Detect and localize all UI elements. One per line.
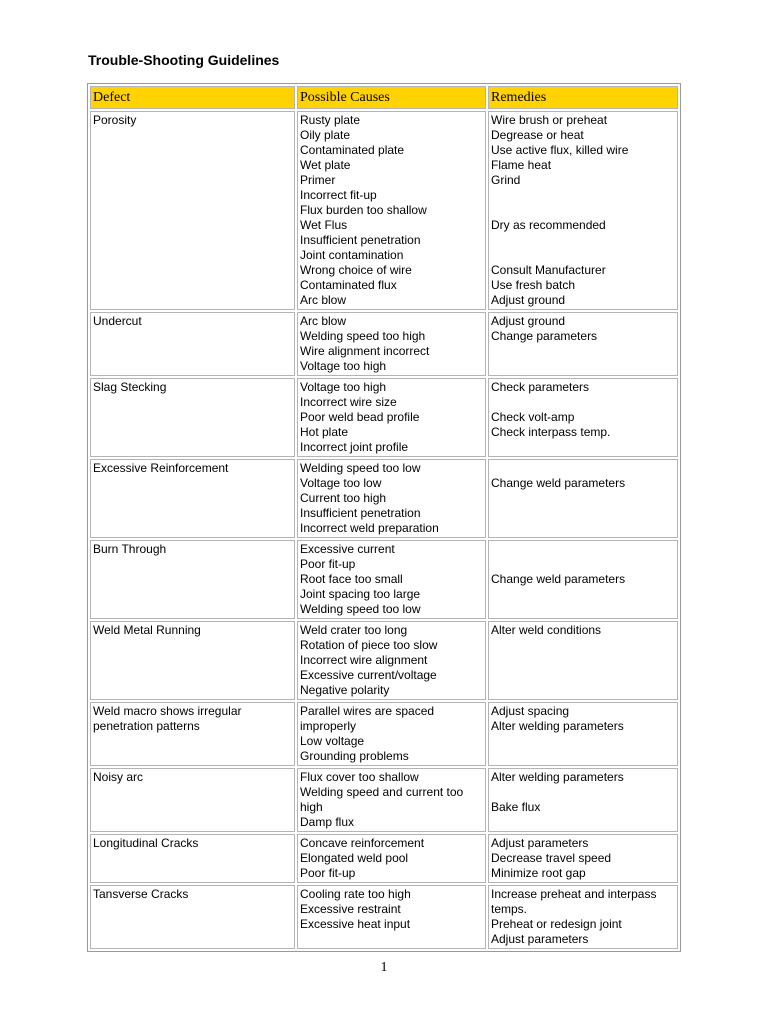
cell-line: Welding speed too low [300,461,421,475]
cell-line: Primer [300,173,336,187]
header-possible-causes: Possible Causes [297,86,486,109]
cell-line: Joint spacing too large [300,587,421,601]
cell-line: Root face too small [300,572,403,586]
cell-line: Excessive Reinforcement [93,461,229,475]
cell-line: Minimize root gap [491,866,586,880]
defect-cell [90,459,295,538]
remedies-cell [488,768,678,832]
cell-line: Incorrect wire size [300,395,397,409]
cell-line: Concave reinforcement [300,836,425,850]
cell-line: Change weld parameters [491,476,626,490]
cell-line: Arc blow [300,314,347,328]
defect-cell [90,111,295,310]
cell-line: Voltage too high [300,380,387,394]
causes-cell [297,702,486,766]
defect-cell [90,702,295,766]
remedies-cell [488,111,678,310]
defect-cell [90,885,295,949]
cell-line: Parallel wires are spaced [300,704,435,718]
cell-line: Longitudinal Cracks [93,836,199,850]
cell-line: Excessive restraint [300,902,401,916]
troubleshooting-table [87,83,681,952]
cell-line: Increase preheat and interpass [491,887,657,901]
cell-line: Change weld parameters [491,572,626,586]
header-remedies: Remedies [488,86,678,109]
cell-line: Flux burden too shallow [300,203,427,217]
defect-cell [90,768,295,832]
cell-line: Negative polarity [300,683,390,697]
cell-line: Check volt-amp [491,410,575,424]
table-row [90,834,678,883]
cell-line: Weld Metal Running [93,623,201,637]
remedies-cell [488,312,678,376]
cell-line: Weld macro shows irregular [93,704,242,718]
cell-line: Poor fit-up [300,866,356,880]
cell-line: Excessive current [300,542,395,556]
cell-line: Use active flux, killed wire [491,143,629,157]
table-row [90,885,678,949]
cell-line: Porosity [93,113,137,127]
remedies-cell [488,621,678,700]
cell-line: Alter weld conditions [491,623,602,637]
table-body [90,111,678,949]
cell-line: Voltage too high [300,359,387,373]
cell-line [491,248,675,263]
remedies-cell [488,378,678,457]
cell-line: Noisy arc [93,770,144,784]
cell-line: Incorrect weld preparation [300,521,439,535]
causes-cell [297,459,486,538]
cell-line: Welding speed too high [300,329,426,343]
cell-line: Poor weld bead profile [300,410,420,424]
causes-cell [297,111,486,310]
cell-line: Wet Flus [300,218,348,232]
cell-line: Current too high [300,491,387,505]
cell-line: Adjust parameters [491,932,589,946]
page-title: Trouble-Shooting Guidelines [88,52,280,68]
cell-line: Adjust ground [491,314,566,328]
cell-line: Cooling rate too high [300,887,411,901]
cell-line: Welding speed too low [300,602,421,616]
causes-cell [297,834,486,883]
cell-line [491,557,675,572]
table-row [90,540,678,619]
cell-line: Check interpass temp. [491,425,611,439]
cell-line: Incorrect fit-up [300,188,377,202]
cell-line: Insufficient penetration [300,506,421,520]
cell-line: Wrong choice of wire [300,263,412,277]
cell-line: Incorrect wire alignment [300,653,428,667]
causes-cell [297,378,486,457]
cell-line: Welding speed and current too [300,785,464,799]
cell-line: Check parameters [491,380,590,394]
cell-line: Low voltage [300,734,365,748]
table-row [90,312,678,376]
remedies-cell [488,459,678,538]
cell-line: Rusty plate [300,113,361,127]
table-row [90,621,678,700]
remedies-cell [488,540,678,619]
cell-line: Decrease travel speed [491,851,612,865]
cell-line: Arc blow [300,293,347,307]
cell-line: Alter welding parameters [491,770,624,784]
cell-line [491,395,675,410]
defect-cell [90,621,295,700]
cell-line: Consult Manufacturer [491,263,606,277]
cell-line [491,233,675,248]
defect-cell [90,378,295,457]
cell-line [491,785,675,800]
cell-line: Incorrect joint profile [300,440,409,454]
cell-line: Weld crater too long [300,623,408,637]
remedies-cell [488,885,678,949]
cell-line: Dry as recommended [491,218,606,232]
remedies-cell [488,834,678,883]
cell-line: high [300,800,323,814]
cell-line: Contaminated flux [300,278,397,292]
cell-line: Undercut [93,314,142,328]
cell-line: Insufficient penetration [300,233,421,247]
cell-line: Voltage too low [300,476,382,490]
cell-line: Wire alignment incorrect [300,344,430,358]
cell-line: Flux cover too shallow [300,770,419,784]
defect-cell [90,834,295,883]
defect-cell [90,540,295,619]
cell-line [491,542,675,557]
cell-line: Joint contamination [300,248,404,262]
cell-line [491,188,675,203]
cell-line [491,203,675,218]
cell-line: Adjust parameters [491,836,589,850]
table-row [90,378,678,457]
cell-line [491,461,675,476]
cell-line: Wire brush or preheat [491,113,608,127]
header-defect: Defect [90,86,295,109]
cell-line: Excessive heat input [300,917,411,931]
cell-line: Preheat or redesign joint [491,917,622,931]
cell-line: penetration patterns [93,719,200,733]
page-number: 1 [380,960,388,975]
cell-line: Use fresh batch [491,278,576,292]
table-row [90,459,678,538]
cell-line: Tansverse Cracks [93,887,189,901]
cell-line: Elongated weld pool [300,851,409,865]
cell-line: Adjust spacing [491,704,570,718]
cell-line: Change parameters [491,329,598,343]
causes-cell [297,768,486,832]
cell-line: Grounding problems [300,749,409,763]
defect-cell [90,312,295,376]
cell-line: Damp flux [300,815,355,829]
cell-line: Degrease or heat [491,128,584,142]
cell-line: improperly [300,719,357,733]
cell-line: Oily plate [300,128,351,142]
cell-line: Burn Through [93,542,167,556]
table-row [90,111,678,310]
cell-line: Slag Stecking [93,380,167,394]
table-header-row [90,86,678,109]
causes-cell [297,885,486,949]
cell-line: Bake flux [491,800,541,814]
cell-line: Grind [491,173,521,187]
causes-cell [297,312,486,376]
cell-line: Wet plate [300,158,351,172]
table-row [90,768,678,832]
cell-line: Excessive current/voltage [300,668,437,682]
cell-line: Adjust ground [491,293,566,307]
cell-line: Rotation of piece too slow [300,638,438,652]
remedies-cell [488,702,678,766]
cell-line: Contaminated plate [300,143,405,157]
cell-line: temps. [491,902,528,916]
causes-cell [297,540,486,619]
causes-cell [297,621,486,700]
cell-line: Hot plate [300,425,349,439]
cell-line: Poor fit-up [300,557,356,571]
cell-line: Flame heat [491,158,552,172]
cell-line: Alter welding parameters [491,719,624,733]
table-row [90,702,678,766]
